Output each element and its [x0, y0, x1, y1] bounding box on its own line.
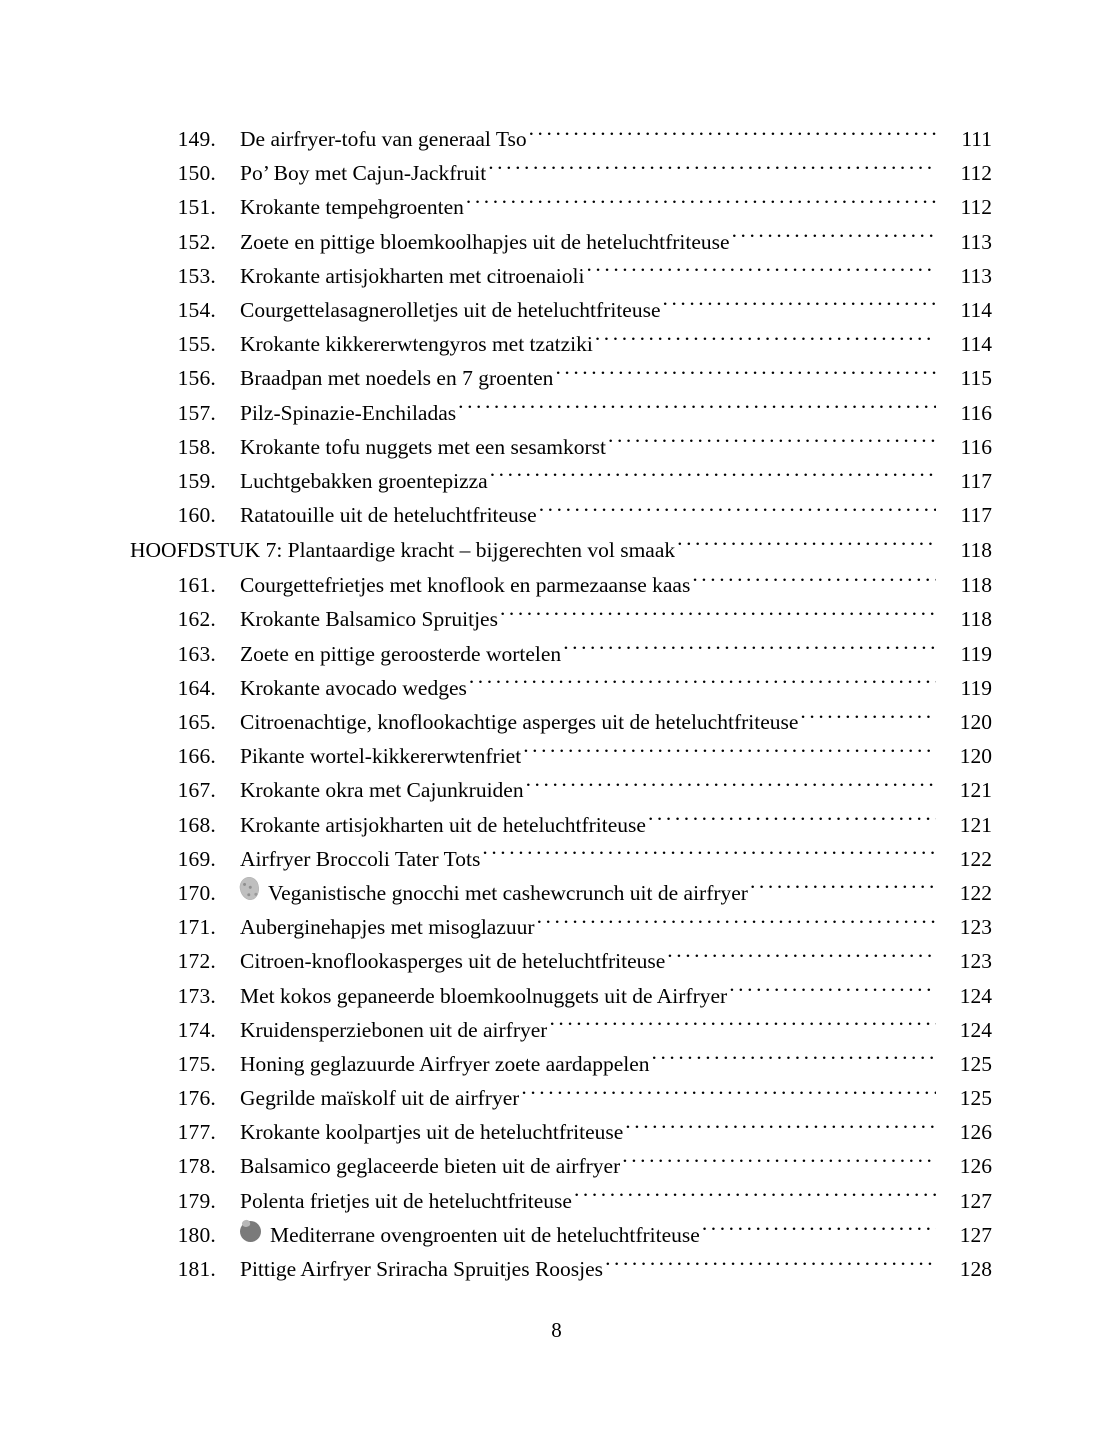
toc-entry-page-number: 119 [960, 675, 992, 700]
toc-entry-number: 165. [177, 710, 216, 734]
toc-dot-leader [586, 261, 936, 283]
toc-entry-title: Polenta frietjes uit de heteluchtfriteuse [240, 1188, 572, 1213]
toc-entry-page-number: 126 [959, 1154, 992, 1179]
toc-dot-leader [521, 1084, 936, 1106]
toc-entry-title-group [216, 1013, 938, 1047]
toc-entry-title-group [130, 532, 938, 568]
toc-entry-row[interactable] [130, 1013, 992, 1047]
toc-entry-number: 153. [177, 263, 216, 288]
toc-entry-title: De airfryer-tofu van generaal Tso [240, 127, 527, 151]
toc-entry-page-number: 122 [959, 846, 992, 871]
toc-entry-page-number: 123 [959, 915, 992, 940]
toc-entry-page-number: 119 [960, 641, 992, 666]
toc-entry-title-group [216, 602, 938, 636]
toc-entry-title-group [216, 498, 938, 532]
toc-entry-title-group [216, 190, 938, 224]
toc-entry-row[interactable] [130, 876, 992, 910]
toc-entry-title-group [216, 259, 938, 293]
toc-dot-leader [490, 466, 936, 488]
toc-entry-page-number: 128 [959, 1257, 992, 1281]
toc-dot-leader [595, 330, 936, 352]
toc-entry-row[interactable] [130, 1047, 992, 1081]
toc-entry-title: Krokante okra met Cajunkruiden [240, 778, 524, 803]
toc-entry-number: 180. [177, 1222, 216, 1247]
toc-entry-title: Gegrilde maïskolf uit de airfryer [240, 1086, 520, 1111]
toc-entry-page-number: 116 [960, 400, 992, 425]
toc-entry-title: Pikante wortel-kikkererwtenfriet [240, 744, 522, 769]
toc-dot-leader [608, 432, 936, 454]
toc-entry-row[interactable] [130, 122, 992, 156]
toc-entry-number: 162. [177, 607, 216, 632]
toc-entry-row[interactable] [130, 1184, 992, 1218]
toc-dot-leader [729, 981, 936, 1003]
toc-entry-title: Krokante avocado wedges [240, 675, 467, 700]
toc-entry-title: Courgettelasagnerolletjes uit de heteluchtfriteuse [240, 297, 661, 322]
toc-entry-number: 176. [177, 1086, 216, 1111]
toc-entry-title-group [216, 568, 938, 602]
toc-entry-title: Honing geglazuurde Airfryer zoete aardappelen [240, 1051, 650, 1076]
toc-entry-page-number: 113 [960, 229, 992, 254]
toc-entry-title: Citroenachtige, knoflookachtige asperges uit de heteluchtfriteuse [240, 710, 799, 734]
toc-entry-number: 169. [177, 846, 216, 871]
toc-entry-number: 170. [177, 880, 216, 905]
toc-entry-title: Krokante kikkererwtengyros met tzatziki [240, 332, 593, 357]
toc-entry-page-number: 121 [959, 778, 992, 803]
toc-entry-title-group [216, 1184, 938, 1218]
toc-entry-title-group [216, 464, 938, 498]
toc-entry-title-group [216, 327, 938, 361]
toc-entry-title-group [216, 156, 938, 190]
toc-entry-number: 163. [177, 641, 216, 666]
toc-entry-title-group [216, 842, 938, 876]
toc-entry-page-number: 125 [959, 1086, 992, 1111]
toc-dot-leader [555, 364, 936, 386]
toc-entry-title-group [216, 122, 938, 156]
toc-entry-number: 178. [177, 1154, 216, 1179]
toc-dot-leader [648, 810, 936, 832]
toc-dot-leader [537, 913, 936, 935]
toc-entry-page-number: 123 [959, 949, 992, 974]
toc-entry-number: 174. [177, 1017, 216, 1042]
toc-entry-row[interactable] [130, 156, 992, 190]
toc-entry-title-group [216, 1115, 938, 1149]
toc-entry-title-group [216, 1218, 938, 1252]
toc-entry-row[interactable] [130, 739, 992, 773]
toc-entry-number: 158. [177, 434, 216, 459]
toc-entry-number: 181. [177, 1257, 216, 1281]
toc-entry-row[interactable] [130, 637, 992, 671]
toc-entry-row[interactable] [130, 259, 992, 293]
toc-entry-row[interactable] [130, 705, 992, 739]
toc-entry-title: Veganistische gnocchi met cashewcrunch uit de airfryer [268, 880, 748, 905]
toc-dot-leader [523, 742, 936, 764]
toc-entry-number: 179. [177, 1188, 216, 1213]
toc-entry-title: Airfryer Broccoli Tater Tots [240, 846, 481, 871]
toc-entry-title-group [216, 808, 938, 842]
toc-entry-row[interactable] [130, 327, 992, 361]
toc-entry-title: Met kokos gepaneerde bloemkoolnuggets uit de Airfryer [240, 983, 728, 1008]
toc-entry-number: 172. [177, 949, 216, 974]
toc-entry-title-group [216, 1252, 938, 1286]
toc-entry-page-number: 122 [959, 880, 992, 905]
toc-entry-page-number: 120 [959, 710, 992, 734]
toc-entry-list [130, 122, 992, 1286]
toc-entry-page-number: 114 [960, 297, 992, 322]
toc-entry-title-group [216, 430, 938, 464]
toc-entry-row[interactable] [130, 1081, 992, 1115]
toc-entry-number: 149. [177, 127, 216, 151]
toc-entry-number: 177. [177, 1120, 216, 1145]
toc-entry-page-number: 121 [959, 812, 992, 837]
toc-entry-number: 155. [177, 332, 216, 357]
toc-entry-title-group [216, 293, 938, 327]
toc-dot-leader [702, 1220, 936, 1242]
toc-entry-row[interactable] [130, 396, 992, 430]
toc-entry-row[interactable] [130, 979, 992, 1013]
toc-entry-number: 156. [177, 366, 216, 391]
toc-entry-row[interactable] [130, 498, 992, 532]
toc-entry-number: 167. [177, 778, 216, 803]
toc-entry-page-number: 115 [960, 366, 992, 391]
toc-entry-title: Mediterrane ovengroenten uit de heteluchtfriteuse [270, 1222, 700, 1247]
toc-entry-number: 171. [177, 915, 216, 940]
toc-entry-title: HOOFDSTUK 7: Plantaardige kracht – bijgerechten vol smaak [130, 538, 676, 563]
toc-entry-number: 175. [177, 1051, 216, 1076]
toc-entry-page-number: 124 [959, 983, 992, 1008]
toc-entry-number: 157. [177, 400, 216, 425]
toc-entry-page-number: 114 [960, 332, 992, 357]
toc-entry-title-group [216, 773, 938, 807]
toc-entry-title: Zoete en pittige geroosterde wortelen [240, 641, 562, 666]
toc-entry-title: Auberginehapjes met misoglazuur [240, 915, 535, 940]
toc-dot-leader [458, 398, 936, 420]
toc-entry-title: Luchtgebakken groentepizza [240, 468, 488, 493]
toc-entry-page-number: 111 [961, 127, 992, 151]
toc-entry-title-group [216, 876, 938, 910]
toc-dot-leader [574, 1186, 936, 1208]
toc-entry-row[interactable] [130, 1252, 992, 1286]
toc-entry-row[interactable] [130, 1218, 992, 1252]
toc-dot-leader [549, 1015, 936, 1037]
toc-entry-row[interactable] [130, 361, 992, 395]
toc-dot-leader [605, 1255, 936, 1277]
toc-entry-page-number: 127 [959, 1188, 992, 1213]
toc-entry-title: Balsamico geglaceerde bieten uit de airfryer [240, 1154, 621, 1179]
toc-dot-leader [500, 605, 936, 627]
toc-entry-title: Ratatouille uit de heteluchtfriteuse [240, 503, 537, 528]
toc-entry-title-group [216, 671, 938, 705]
toc-entry-row[interactable] [130, 1149, 992, 1183]
potato-emoji [238, 876, 261, 902]
toc-entry-row[interactable] [130, 1115, 992, 1149]
toc-entry-page-number: 117 [960, 468, 992, 493]
toc-entry-number: 152. [177, 229, 216, 254]
toc-entry-number: 160. [177, 503, 216, 528]
toc-entry-title: Krokante artisjokharten met citroenaioli [240, 263, 585, 288]
toc-entry-row[interactable] [130, 671, 992, 705]
toc-entry-row[interactable] [130, 910, 992, 944]
toc-entry-row[interactable] [130, 773, 992, 807]
toc-entry-title-group [216, 1081, 938, 1115]
toc-dot-leader [692, 571, 936, 593]
toc-dot-leader [482, 844, 936, 866]
toc-entry-title: Zoete en pittige bloemkoolhapjes uit de heteluchtfriteuse [240, 229, 730, 254]
toc-entry-title: Citroen-knoflookasperges uit de heteluchtfriteuse [240, 949, 666, 974]
toc-entry-row[interactable] [130, 602, 992, 636]
toc-entry-row[interactable] [130, 225, 992, 259]
page-number: 8 [551, 1318, 562, 1342]
toc-entry-number: 173. [177, 983, 216, 1008]
toc-entry-title-group [216, 361, 938, 395]
toc-dot-leader [800, 708, 936, 730]
toc-dot-leader [526, 776, 936, 798]
toc-entry-page-number: 126 [959, 1120, 992, 1145]
toc-dot-leader [663, 295, 937, 317]
toc-entry-number: 164. [177, 675, 216, 700]
toc-entry-row[interactable] [130, 293, 992, 327]
toc-dot-leader [466, 193, 936, 215]
toc-entry-title-group [216, 910, 938, 944]
toc-entry-title-group [216, 705, 938, 739]
toc-entry-row[interactable] [130, 464, 992, 498]
toc-entry-title: Braadpan met noedels en 7 groenten [240, 366, 554, 391]
toc-dot-leader [667, 947, 936, 969]
toc-entry-row[interactable] [130, 190, 992, 224]
toc-entry-title-group [216, 225, 938, 259]
toc-entry-row[interactable] [130, 808, 992, 842]
toc-entry-title-group [216, 944, 938, 978]
toc-entry-title: Krokante Balsamico Spruitjes [240, 607, 498, 632]
eggplant-emoji [240, 1221, 261, 1242]
toc-entry-title: Kruidensperziebonen uit de airfryer [240, 1017, 548, 1042]
toc-entry-page-number: 112 [960, 195, 992, 220]
toc-entry-page-number: 118 [960, 573, 992, 598]
toc-entry-title-group [216, 1047, 938, 1081]
toc-entry-page-number: 120 [959, 744, 992, 769]
toc-entry-number: 150. [177, 161, 216, 186]
toc-dot-leader [622, 1152, 936, 1174]
toc-entry-title: Pittige Airfryer Sriracha Spruitjes Roosjes [240, 1257, 604, 1281]
toc-dot-leader [488, 159, 936, 181]
toc-dot-leader [750, 878, 936, 900]
toc-entry-page-number: 112 [960, 161, 992, 186]
toc-dot-leader [625, 1118, 936, 1140]
toc-entry-page-number: 127 [959, 1222, 992, 1247]
toc-entry-title-group [216, 739, 938, 773]
toc-entry-title: Courgettefrietjes met knoflook en parmezaanse kaas [240, 573, 691, 598]
toc-entry-number: 154. [177, 297, 216, 322]
toc-entry-title: Pilz-Spinazie-Enchiladas [240, 400, 457, 425]
toc-entry-row[interactable] [130, 568, 992, 602]
toc-entry-title-group [216, 396, 938, 430]
toc-entry-title-group [216, 979, 938, 1013]
toc-entry-row[interactable] [130, 430, 992, 464]
toc-entry-number: 159. [177, 468, 216, 493]
toc-entry-number: 161. [177, 573, 216, 598]
toc-entry-title-group [216, 637, 938, 671]
toc-entry-page-number: 113 [960, 263, 992, 288]
toc-entry-page-number: 124 [959, 1017, 992, 1042]
toc-entry-row[interactable] [130, 944, 992, 978]
toc-dot-leader [563, 639, 936, 661]
toc-entry-title: Krokante tempehgroenten [240, 195, 464, 220]
toc-dot-leader [677, 536, 936, 558]
toc-entry-page-number: 118 [960, 538, 992, 563]
toc-entry-page-number: 116 [960, 434, 992, 459]
toc-dot-leader [732, 227, 936, 249]
toc-entry-row[interactable] [130, 842, 992, 876]
toc-entry-number: 166. [177, 744, 216, 769]
toc-entry-page-number: 117 [960, 503, 992, 528]
toc-dot-leader [469, 673, 936, 695]
toc-dot-leader [652, 1049, 937, 1071]
toc-entry-title: Po’ Boy met Cajun-Jackfruit [240, 161, 487, 186]
toc-chapter-row[interactable] [130, 532, 992, 568]
toc-entry-title: Krokante tofu nuggets met een sesamkorst [240, 434, 607, 459]
toc-entry-title: Krokante koolpartjes uit de heteluchtfriteuse [240, 1120, 624, 1145]
toc-entry-number: 168. [177, 812, 216, 837]
toc-dot-leader [529, 125, 936, 147]
toc-dot-leader [539, 501, 936, 523]
toc-entry-title-group [216, 1149, 938, 1183]
toc-entry-title: Krokante artisjokharten uit de heteluchtfriteuse [240, 812, 646, 837]
toc-entry-page-number: 118 [960, 607, 992, 632]
toc-entry-number: 151. [177, 195, 216, 220]
toc-entry-page-number: 125 [959, 1051, 992, 1076]
